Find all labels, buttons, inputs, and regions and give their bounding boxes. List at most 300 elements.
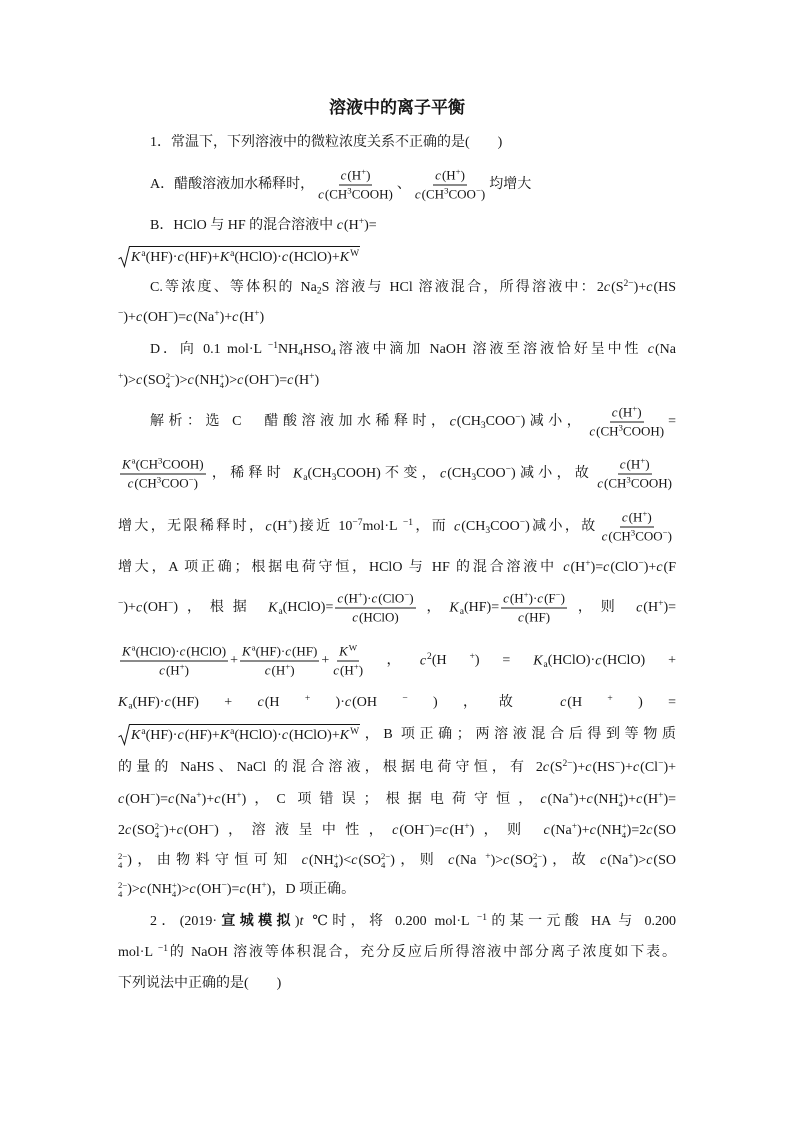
italic-variable: c (164, 695, 171, 710)
superscript: a (131, 455, 136, 466)
superscript: −1 (476, 912, 487, 923)
italic-variable: c (597, 475, 604, 491)
text-run: (CH (596, 423, 619, 439)
text-line (118, 246, 676, 268)
text-run: (OH (183, 823, 209, 838)
text-run: COOH)不变， (336, 466, 440, 482)
fraction-numerator (610, 405, 644, 423)
italic-variable: c (543, 823, 550, 838)
italic-variable: K (268, 600, 278, 616)
italic-variable: c (435, 167, 441, 183)
superscript: + (469, 651, 475, 662)
text-run: (HF)+ (184, 250, 220, 265)
italic-variable: c (563, 560, 570, 575)
text-run: (HClO)= (282, 600, 334, 616)
subscript: 4 (118, 859, 123, 870)
italic-variable: K (118, 695, 128, 710)
text-run: ) = (474, 653, 534, 669)
italic-variable: c (619, 456, 626, 472)
italic-variable: c (281, 250, 289, 265)
superscript: + (254, 308, 260, 319)
italic-variable: c (439, 466, 447, 482)
subscript: 4 (618, 798, 623, 809)
italic-variable: c (632, 760, 640, 775)
text-run: )> (490, 853, 504, 868)
text-run: 解析：选 C 醋酸溶液加水稀释时， (150, 414, 450, 430)
text-run: )= (226, 882, 240, 897)
text-run: (CH (608, 528, 631, 544)
text-run: (H (340, 662, 354, 678)
text-run: )> (224, 373, 238, 388)
subscript: 4 (298, 348, 304, 359)
italic-variable: c (340, 167, 347, 183)
text-run: (SO (653, 853, 676, 868)
text-run: (H (294, 373, 310, 388)
text-run: 1．常温下，下列溶液中的微粒浓度关系不正确的是( ) (150, 135, 503, 150)
italic-variable: K (131, 728, 141, 743)
italic-variable: c (159, 662, 165, 678)
subscript: a (128, 701, 133, 712)
text-run: ) (560, 590, 565, 606)
text-run: (Na (550, 823, 572, 838)
italic-variable: c (537, 590, 544, 606)
superscript: + (361, 166, 367, 177)
italic-variable: c (414, 186, 421, 202)
fraction (120, 457, 206, 492)
italic-variable: c (257, 695, 264, 710)
text-run: ) (358, 662, 364, 678)
text-run: (CH (134, 475, 157, 491)
text-run: ) (645, 456, 650, 472)
superscript: + (261, 880, 267, 891)
fraction-numerator (240, 644, 319, 662)
italic-variable: c (318, 186, 324, 202)
text-run: (HClO) + (602, 653, 676, 669)
text-run: (H (343, 218, 359, 233)
text-run: )· (528, 590, 538, 606)
superscript: − (638, 558, 644, 569)
text-run: ) = (612, 695, 677, 710)
italic-variable: c (589, 823, 596, 838)
italic-variable: c (264, 662, 271, 678)
text-run: (OH (143, 600, 169, 616)
text-run: (HF) (524, 609, 551, 625)
subscript: 4 (154, 829, 160, 840)
text-run: )，C 项错误；根据电荷守恒， (241, 792, 541, 807)
text-run: (ClO (610, 560, 639, 575)
fraction (587, 405, 666, 440)
text-run: (HS (592, 760, 616, 775)
text-run: )+ (573, 792, 587, 807)
text-line (118, 308, 676, 328)
sup-sub-stack (118, 881, 127, 898)
subscript: a (543, 659, 548, 670)
italic-variable: K (122, 643, 131, 659)
superscript: − (221, 880, 227, 891)
italic-variable: c (586, 792, 593, 807)
text-run: (NH (147, 882, 172, 897)
italic-variable: c (560, 695, 567, 710)
subscript: 2 (316, 286, 322, 297)
superscript: W (348, 642, 358, 653)
italic-variable: c (392, 823, 399, 838)
text-run: (CH (135, 456, 158, 472)
superscript: + (309, 371, 315, 382)
text-run: (H (264, 695, 305, 710)
text-run: )，D 项正确。 (266, 882, 356, 897)
superscript: 3 (444, 185, 449, 196)
subscript: a (459, 606, 464, 617)
text-run: ) (366, 167, 371, 183)
radicand (130, 724, 360, 746)
text-run: (H (344, 590, 358, 606)
text-run: (HClO) (186, 643, 227, 659)
italic-variable: c (232, 310, 239, 325)
superscript: − (475, 185, 481, 196)
text-run: )· (310, 695, 345, 710)
subscript: 4 (165, 379, 171, 390)
text-run: (Na (655, 342, 676, 357)
text-run: )= (663, 600, 676, 616)
italic-variable: c (371, 590, 378, 606)
superscript: −1 (157, 943, 168, 954)
text-run: (H (347, 167, 362, 183)
text-run: COOH) (351, 186, 393, 202)
text-run: (HF) (292, 643, 318, 659)
text-run: (H (441, 167, 456, 183)
fraction (595, 457, 674, 492)
text-run: )+ (572, 760, 586, 775)
text-run: )，溶液呈中性， (214, 823, 393, 838)
text-run: )+ (164, 823, 177, 838)
fraction-denominator (413, 186, 487, 203)
text-run: COO (476, 466, 506, 482)
text-run: (SO (358, 853, 381, 868)
text-run: (OH (244, 373, 270, 388)
text-run: (NH (194, 373, 220, 388)
text-run: )= (590, 560, 604, 575)
superscript: + (642, 508, 648, 519)
text-run: (HF)= (464, 600, 500, 616)
text-run: (Na (607, 853, 629, 868)
text-run: (OH (125, 792, 151, 807)
italic-variable: c (301, 853, 308, 868)
fraction-numerator (337, 644, 359, 662)
sup-sub-stack (533, 852, 542, 869)
text-run: 增大，A 项正确；根据电荷守恒，HClO 与 HF 的混合溶液中 (118, 560, 564, 575)
fraction-numerator (339, 168, 373, 186)
italic-variable: c (179, 643, 186, 659)
superscript: + (621, 821, 627, 832)
text-run: )> (633, 853, 647, 868)
text-run: (H (618, 404, 633, 420)
text-run: (NH (593, 792, 619, 807)
text-run: (Cl (640, 760, 659, 775)
italic-variable: c (265, 519, 272, 535)
superscript: + (236, 790, 242, 801)
superscript: − (662, 527, 668, 538)
italic-variable: c (135, 373, 143, 388)
text-run: 的量的 NaHS、NaCl 的混合溶液，根据电荷守恒，有 2 (118, 760, 543, 775)
page-title: 溶液中的离子平衡 (329, 98, 465, 117)
italic-variable: c (287, 373, 294, 388)
text-line (118, 912, 676, 932)
superscript: 2− (381, 851, 391, 862)
text-run: (H (643, 600, 659, 616)
text-run: ) (294, 914, 300, 929)
superscript: 2− (118, 851, 128, 862)
text-line (118, 758, 676, 778)
text-line (118, 278, 676, 298)
text-run: )< (338, 853, 352, 868)
fraction-denominator (595, 475, 674, 492)
text-run: (Na (547, 792, 569, 807)
italic-variable: c (636, 600, 643, 616)
italic-variable: c (621, 509, 628, 525)
fraction (501, 591, 567, 626)
superscript: 3 (156, 474, 162, 485)
text-run: 、 (396, 177, 411, 193)
text-run: )+ (123, 310, 136, 325)
superscript: + (214, 308, 220, 319)
text-run: = (668, 414, 676, 430)
superscript: −1 (267, 340, 279, 351)
text-run: (HClO)· (234, 728, 282, 743)
subscript: a (303, 472, 308, 483)
superscript: + (179, 661, 185, 672)
text-run: ) (460, 167, 465, 183)
italic-variable: c (601, 528, 608, 544)
text-run: (H (272, 519, 288, 535)
text-run: ) (314, 373, 320, 388)
text-run: 2 (118, 823, 125, 838)
text-run: )，则 (469, 823, 544, 838)
fraction-numerator (120, 457, 206, 475)
text-run: )> (174, 373, 188, 388)
text-run: )+ (219, 310, 233, 325)
italic-variable: c (177, 250, 184, 265)
italic-variable: c (589, 423, 596, 439)
fraction-denominator (350, 609, 401, 626)
text-run: )+ (633, 280, 647, 295)
text-run: ) (409, 590, 414, 606)
text-run: (H (449, 823, 465, 838)
superscript: − (404, 589, 410, 600)
text-run: ，稀释时 (207, 466, 293, 482)
italic-variable: c (135, 600, 143, 616)
text-run: )减小，故 (511, 466, 594, 482)
bold-text: 宣城模拟 (217, 914, 295, 929)
italic-variable: K (339, 643, 348, 659)
text-run: )> (123, 373, 136, 388)
text-run: + (321, 653, 330, 669)
superscript: + (523, 589, 529, 600)
italic-variable: c (542, 760, 550, 775)
superscript: + (353, 661, 359, 672)
fraction (316, 168, 395, 203)
text-run: COO (490, 519, 520, 535)
text-line (118, 724, 676, 746)
superscript: + (658, 790, 664, 801)
text-run: 的 NaOH 溶液等体积混合，充分反应后所得溶液中部分离子浓度如下表。 (167, 945, 676, 960)
italic-variable: c (352, 609, 358, 625)
text-line (118, 558, 676, 578)
text-run: (OH (352, 695, 403, 710)
text-line (118, 371, 676, 391)
italic-variable: c (177, 728, 184, 743)
text-run: ， (417, 600, 450, 616)
text-run: (H (271, 662, 286, 678)
italic-variable: c (636, 792, 643, 807)
text-run: A．醋酸溶液加水稀释时， (150, 177, 315, 193)
text-line (118, 880, 676, 900)
fraction-numerator (120, 644, 228, 662)
text-run: )，根据 (173, 600, 269, 616)
italic-variable: K (449, 600, 459, 616)
text-run: )= (274, 373, 288, 388)
superscript: + (287, 517, 293, 528)
text-run: (CH (421, 186, 445, 202)
text-run: ) (667, 528, 672, 544)
text-line (118, 340, 676, 360)
superscript: + (171, 880, 177, 891)
text-run: COOH) (622, 423, 665, 439)
fraction-numerator (501, 591, 567, 609)
superscript: + (485, 851, 491, 862)
text-run: )= (173, 310, 186, 325)
text-run: mol·L (362, 519, 403, 535)
text-run: )=2 (626, 823, 647, 838)
text-run: ) (193, 475, 198, 491)
text-line (118, 591, 676, 626)
italic-variable: c (118, 792, 125, 807)
italic-variable: K (292, 466, 303, 482)
superscript: − (555, 589, 561, 600)
text-run: (Na (175, 792, 197, 807)
italic-variable: c (135, 310, 143, 325)
subscript: 4 (621, 829, 627, 840)
text-run: (HClO)· (234, 250, 282, 265)
text-run: (F (663, 560, 676, 575)
italic-variable: c (647, 342, 654, 357)
text-run: 下列说法中正确的是( ) (118, 976, 282, 991)
sup-sub-stack (118, 852, 127, 869)
superscript: + (628, 851, 634, 862)
superscript: 2− (623, 278, 634, 289)
text-line (118, 974, 676, 994)
fraction-denominator (126, 475, 200, 492)
italic-variable: c (214, 792, 221, 807)
text-run: (HClO)+ (289, 728, 340, 743)
italic-variable: c (503, 590, 509, 606)
superscript: + (571, 821, 578, 832)
superscript: 3 (630, 527, 636, 538)
italic-variable: c (281, 728, 289, 743)
superscript: + (219, 371, 225, 382)
subscript: 4 (381, 859, 386, 870)
italic-variable: c (336, 218, 343, 233)
text-run: ) (184, 662, 189, 678)
superscript: W (350, 726, 360, 737)
text-run: (HF)· (132, 695, 165, 710)
superscript: − (168, 308, 174, 319)
text-run: (SO (143, 373, 166, 388)
text-line (118, 851, 676, 871)
text-run: (H (567, 695, 608, 710)
italic-variable: c (285, 643, 292, 659)
fraction-numerator (335, 591, 415, 609)
text-run: )= (429, 823, 443, 838)
subscript: 3 (480, 420, 486, 431)
square-root (118, 246, 360, 268)
superscript: + (285, 661, 291, 672)
italic-variable: c (333, 662, 339, 678)
italic-variable: c (585, 760, 592, 775)
text-line (118, 510, 676, 545)
italic-variable: c (656, 560, 663, 575)
text-run: ) (637, 404, 642, 420)
italic-variable: c (239, 882, 246, 897)
text-run: COO (635, 528, 663, 544)
text-run: (S (550, 760, 563, 775)
superscript: + (464, 821, 470, 832)
text-run: (OH (143, 310, 169, 325)
superscript: 2− (562, 758, 573, 769)
text-run: )接近 10 (292, 519, 353, 535)
fraction-numerator (433, 168, 467, 186)
text-run: + (230, 653, 239, 669)
text-run: (Na (455, 853, 486, 868)
text-run: (HF)· (145, 250, 178, 265)
text-run: (CH (456, 414, 481, 430)
italic-variable: K (219, 728, 230, 743)
text-run: )减小， (520, 414, 586, 430)
text-line (118, 405, 676, 440)
fraction-denominator (316, 186, 395, 203)
text-run: (SO (510, 853, 533, 868)
italic-variable: K (242, 643, 251, 659)
fraction-numerator (620, 510, 654, 528)
superscript: + (118, 371, 124, 382)
text-run: D．向 0.1 mol·L (150, 342, 268, 357)
text-run: COOH) (630, 475, 673, 491)
text-line (118, 790, 676, 810)
italic-variable: c (448, 853, 455, 868)
text-run: (S (611, 280, 624, 295)
superscript: − (515, 412, 521, 423)
italic-variable: c (646, 823, 653, 838)
italic-variable: c (337, 590, 344, 606)
italic-variable: K (219, 250, 230, 265)
superscript: − (208, 821, 215, 832)
superscript: a (251, 642, 256, 653)
subscript: 4 (118, 888, 123, 899)
text-line (118, 821, 676, 841)
text-run: (H (165, 662, 180, 678)
text-run: )，则 (390, 853, 449, 868)
text-run: COOH) (162, 456, 204, 472)
superscript: 2− (118, 880, 128, 891)
text-run: (HS (653, 280, 676, 295)
text-line (118, 133, 676, 153)
text-run: 均增大 (489, 177, 532, 193)
italic-variable: c (187, 373, 194, 388)
text-run: COO (448, 186, 476, 202)
text-run: (F (544, 590, 556, 606)
text-run: )+ (577, 823, 590, 838)
italic-variable: c (603, 560, 610, 575)
fraction-denominator (587, 423, 666, 440)
